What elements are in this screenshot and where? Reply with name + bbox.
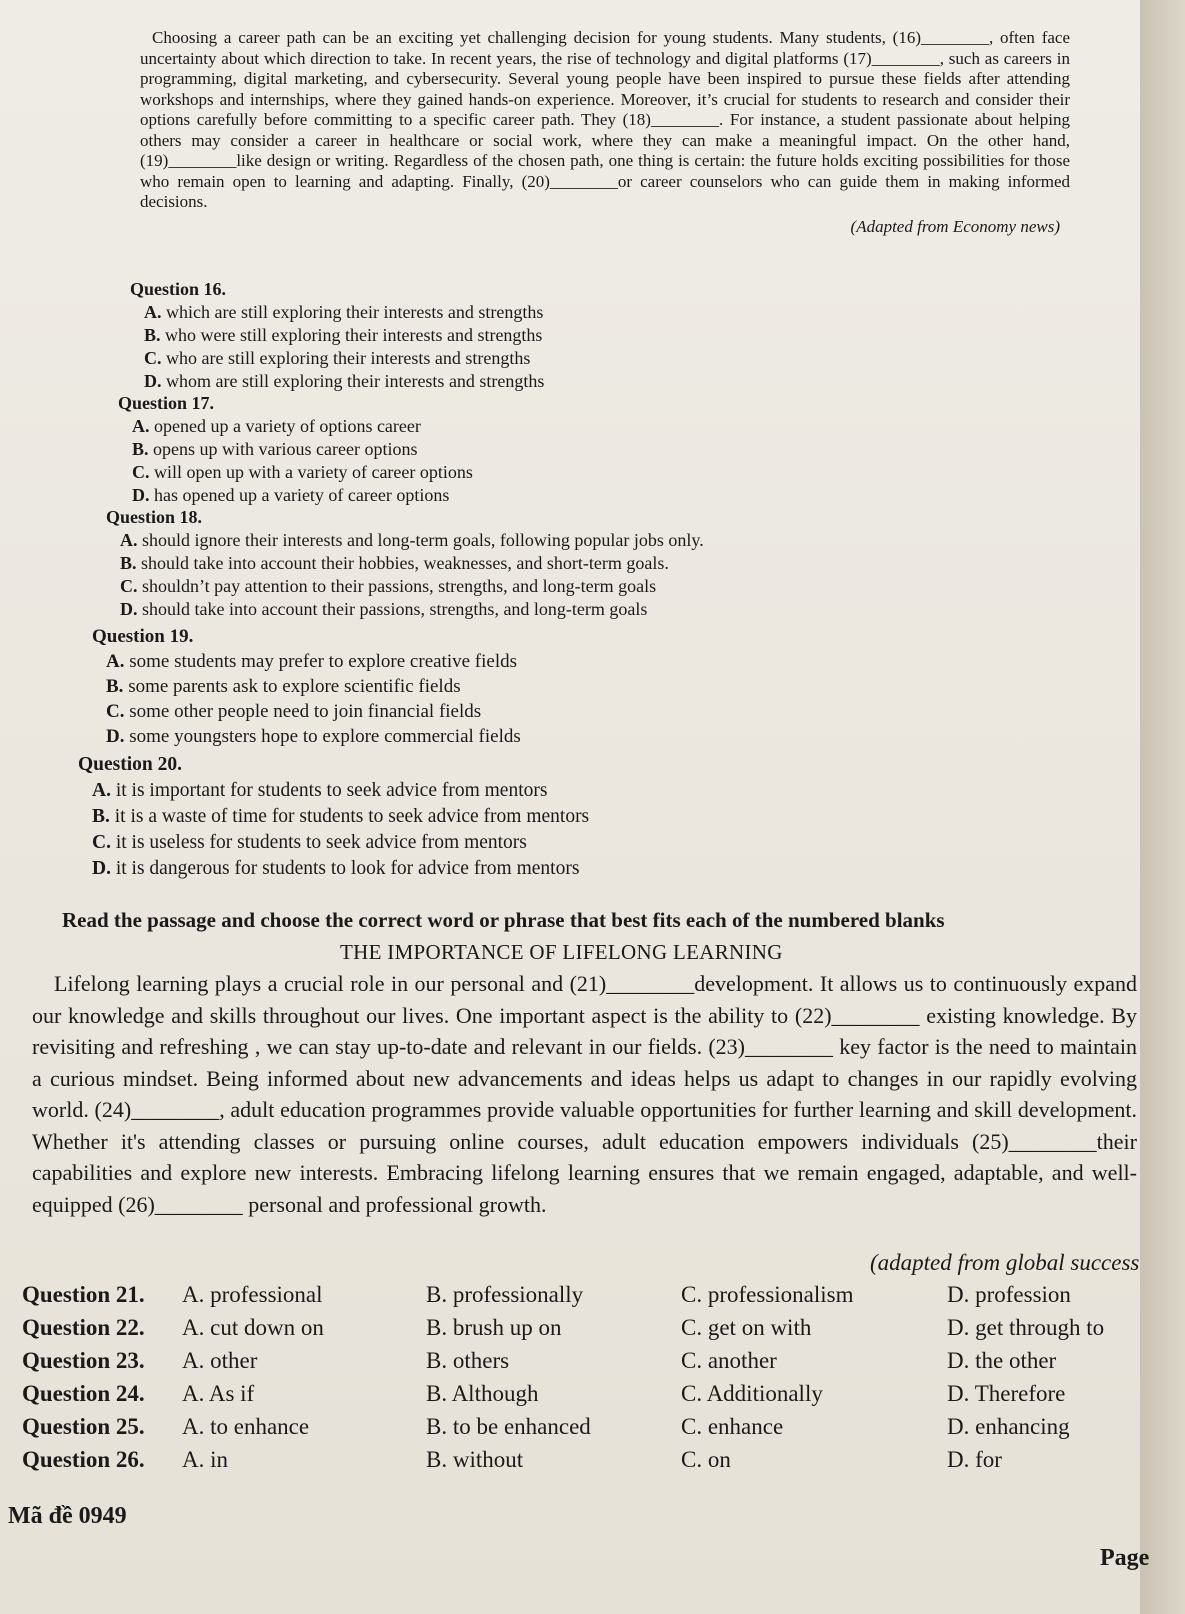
option-b[interactable]: B. others [426,1347,510,1373]
option-b[interactable]: B. it is a waste of time for students to seek advice from mentors [92,806,590,827]
question-number: Question 25. [22,1413,145,1439]
option-a[interactable]: A. should ignore their interests and long-term goals, following popular jobs only. [120,530,704,550]
passage-1-source: (Adapted from Economy news) [850,216,1060,236]
passage-1 [140,28,1070,237]
question-19 [92,624,521,749]
option-a[interactable]: A. some students may prefer to explore creative fields [106,651,518,672]
option-a[interactable]: A. which are still exploring their interests and strengths [144,302,544,322]
mcq-table [22,1278,1142,1476]
question-number: Question 24. [22,1380,145,1406]
option-a[interactable]: A. opened up a variety of options career [132,416,421,436]
option-d[interactable]: D. for [947,1446,1002,1472]
option-c[interactable]: C. enhance [681,1413,784,1439]
passage-2-text: Lifelong learning plays a crucial role in our personal and (21)________development. It allows us to continuously expand our knowledge and skills throughout our lives. One important aspect is the ability to (22)________ existing knowledge. By revisiting and refreshing , we can stay up-to-date and relevant in our fields. (23)________ key factor is the need to maintain a curious mindset. Being informed about new advancements and ideas helps us adapt to changes in our rapidly evolving world. (24)________, adult education programmes provide valuable opportunities for further learning and skill development. Whether it's attending classes or pursuing online courses, adult education empowers individuals (25)________their capabilities and explore new interests. Embracing lifelong learning ensures that we remain engaged, adaptable, and well-equipped (26)________ personal and professional growth. [32,971,1137,1217]
question-number: Question 23. [22,1347,145,1373]
page-label: Page [1100,1545,1150,1571]
passage-1-text: Choosing a career path can be an exciting yet challenging decision for young students. Many students, (16)________, often face uncertainty about which direction to take. In recent years, the rise of technology and digital platforms (17)________, such as careers in programming, digital marketing, and cybersecurity. Several young people have been inspired to pursue these fields after attending workshops and internships, where they gained hands-on experience. Moreover, it’s crucial for students to research and consider their options carefully before committing to a specific career path. They (18)________. For instance, a student passionate about helping others may consider a career in healthcare or social work, where they can make a meaningful impact. On the other hand, (19)________like design or writing. Regardless of the chosen path, one thing is certain: the future holds exciting possibilities for those who remain open to learning and adapting. Finally, (20)________or career counselors who can guide them in making informed decisions. [140,28,1070,211]
question-20 [78,752,589,882]
option-c[interactable]: C. professionalism [681,1281,854,1307]
mcq-row-23 [22,1344,1142,1377]
mcq-row-24 [22,1377,1142,1410]
passage-2 [32,968,1137,1220]
option-a[interactable]: A. other [182,1347,258,1373]
option-c[interactable]: C. it is useless for students to seek advice from mentors [92,832,527,853]
section-instruction: Read the passage and choose the correct word or phrase that best fits each of the numbered blanks [62,908,945,932]
option-c[interactable]: C. who are still exploring their interests and strengths [144,348,531,368]
mcq-row-26 [22,1443,1142,1476]
question-title: Question 17. [118,393,215,413]
mcq-row-25 [22,1410,1142,1443]
option-d[interactable]: D. profession [947,1281,1071,1307]
option-b[interactable]: B. who were still exploring their interests and strengths [144,325,543,345]
option-c[interactable]: C. will open up with a variety of career options [132,462,473,482]
option-a[interactable]: A. As if [182,1380,255,1406]
question-title: Question 19. [92,626,194,647]
option-d[interactable]: D. get through to [947,1314,1105,1340]
option-c[interactable]: C. Additionally [681,1380,823,1406]
question-18 [106,506,704,621]
mcq-row-22 [22,1311,1142,1344]
option-c[interactable]: C. on [681,1446,731,1472]
exam-code: Mã đề 0949 [8,1503,127,1529]
question-number: Question 21. [22,1281,145,1307]
option-a[interactable]: A. in [182,1446,228,1472]
question-title: Question 16. [130,279,227,299]
option-d[interactable]: D. the other [947,1347,1057,1373]
option-d[interactable]: D. should take into account their passions, strengths, and long-term goals [120,599,648,619]
question-title: Question 18. [106,507,203,527]
mcq-row-21 [22,1278,1142,1311]
option-c[interactable]: C. get on with [681,1314,812,1340]
passage-2-source: (adapted from global success [870,1250,1140,1275]
question-number: Question 26. [22,1446,145,1472]
option-b[interactable]: B. should take into account their hobbies, weaknesses, and short-term goals. [120,553,669,573]
option-b[interactable]: B. some parents ask to explore scientific fields [106,676,461,697]
question-17 [118,392,473,507]
option-a[interactable]: A. it is important for students to seek advice from mentors [92,780,548,801]
option-d[interactable]: D. whom are still exploring their interests and strengths [144,371,545,391]
option-d[interactable]: D. some youngsters hope to explore commercial fields [106,726,521,747]
option-d[interactable]: D. has opened up a variety of career options [132,485,450,505]
question-16 [130,278,544,393]
passage-2-title: THE IMPORTANCE OF LIFELONG LEARNING [340,940,783,964]
option-b[interactable]: B. professionally [426,1281,584,1307]
question-number: Question 22. [22,1314,145,1340]
option-b[interactable]: B. Although [426,1380,539,1406]
option-c[interactable]: C. another [681,1347,777,1373]
page-edge [1140,0,1185,1614]
question-title: Question 20. [78,754,183,775]
option-a[interactable]: A. professional [182,1281,323,1307]
option-b[interactable]: B. brush up on [426,1314,562,1340]
option-b[interactable]: B. opens up with various career options [132,439,418,459]
option-b[interactable]: B. to be enhanced [426,1413,591,1439]
option-c[interactable]: C. shouldn’t pay attention to their passions, strengths, and long-term goals [120,576,657,596]
option-a[interactable]: A. cut down on [182,1314,324,1340]
option-d[interactable]: D. Therefore [947,1380,1066,1406]
option-d[interactable]: D. enhancing [947,1413,1070,1439]
option-a[interactable]: A. to enhance [182,1413,310,1439]
option-b[interactable]: B. without [426,1446,524,1472]
option-d[interactable]: D. it is dangerous for students to look for advice from mentors [92,858,580,879]
option-c[interactable]: C. some other people need to join financial fields [106,701,482,722]
